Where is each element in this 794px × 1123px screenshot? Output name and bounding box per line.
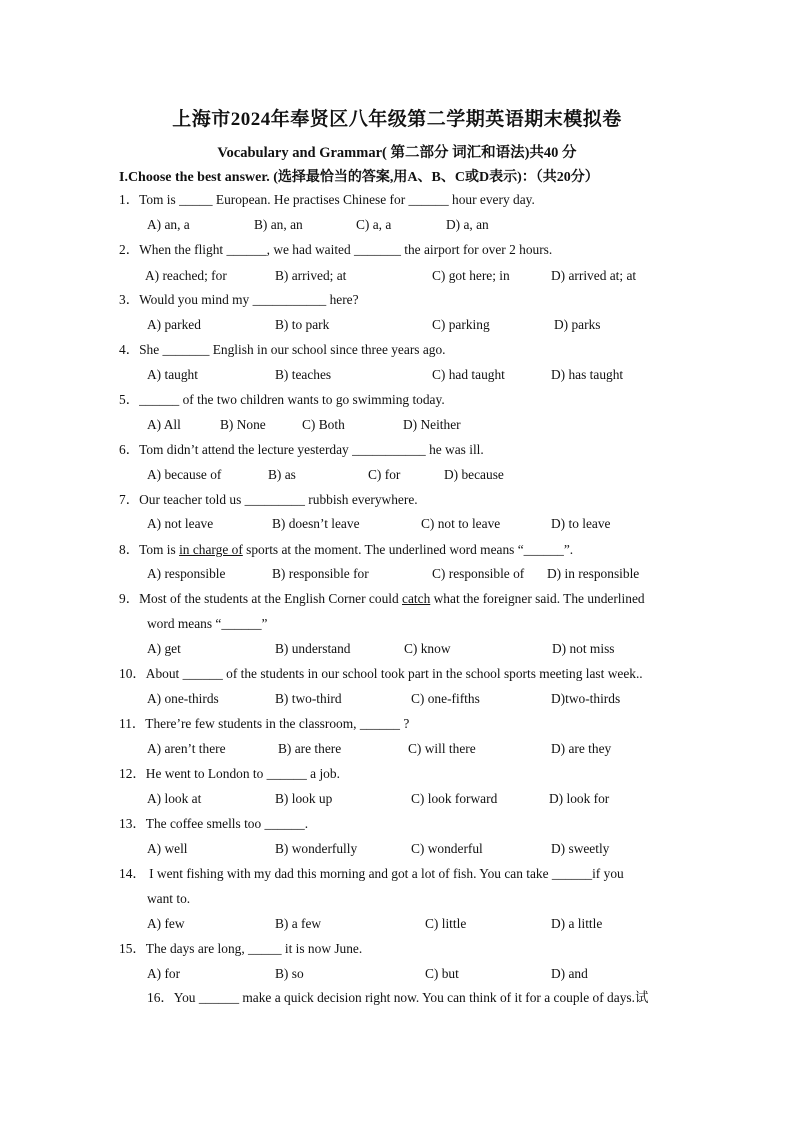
- q5-option-b: B) None: [220, 417, 266, 432]
- q9-option-d: D) not miss: [552, 641, 615, 656]
- q9-option-c: C) know: [404, 641, 451, 656]
- q14-option-c: C) little: [425, 916, 467, 931]
- q8-option-b: B) responsible for: [272, 566, 369, 581]
- q6-option-b: B) as: [268, 467, 296, 482]
- q11-option-d: D) are they: [551, 741, 612, 756]
- question-12: 12．He went to London to ______ a job.: [119, 766, 340, 781]
- q11-option-b: B) are there: [278, 741, 342, 756]
- q4-option-b: B) teaches: [275, 367, 332, 382]
- q4-option-a: A) taught: [147, 367, 198, 382]
- q8-underlined-phrase: in charge of: [179, 542, 243, 557]
- question-8: [119, 541, 573, 559]
- question-4: 4．She _______ English in our school since three years ago.: [119, 342, 446, 357]
- q15-option-a: A) for: [147, 966, 181, 981]
- question-11: 11．There’re few students in the classroom, ______ ?: [119, 716, 410, 731]
- q1-option-b: B) an, an: [254, 217, 303, 232]
- q5-option-d: D) Neither: [403, 417, 461, 432]
- q11-option-a: A) aren’t there: [147, 741, 226, 756]
- q10-option-b: B) two-third: [275, 691, 342, 706]
- q3-option-a: A) parked: [147, 317, 201, 332]
- q8-text-post: sports at the moment. The underlined word means “______”.: [242, 542, 574, 557]
- q10-option-a: A) one-thirds: [147, 691, 219, 706]
- page-title: 上海市2024年奉贤区八年级第二学期英语期末模拟卷: [172, 109, 622, 130]
- q8-option-c: C) responsible of: [432, 566, 525, 581]
- question-1: 1．Tom is _____ European. He practises Chinese for ______ hour every day.: [119, 192, 535, 207]
- q13-option-a: A) well: [147, 841, 188, 856]
- q10-option-d: D)two-thirds: [551, 691, 621, 706]
- q15-option-d: D) and: [551, 966, 588, 981]
- q14-option-a: A) few: [147, 916, 185, 931]
- q7-option-d: D) to leave: [551, 516, 611, 531]
- q13-option-d: D) sweetly: [551, 841, 610, 856]
- q9-option-b: B) understand: [275, 641, 351, 656]
- q12-option-b: B) look up: [275, 791, 333, 806]
- q13-option-c: C) wonderful: [411, 841, 483, 856]
- q3-option-d: D) parks: [554, 317, 601, 332]
- page-subtitle: Vocabulary and Grammar( 第二部分 词汇和语法)共40 分: [217, 145, 577, 161]
- q13-option-b: B) wonderfully: [275, 841, 358, 856]
- question-14-continued: want to.: [147, 891, 191, 906]
- q6-option-a: A) because of: [147, 467, 222, 482]
- question-14: 14． I went fishing with my dad this morning and got a lot of fish. You can take ______if you: [119, 866, 624, 881]
- q7-option-b: B) doesn’t leave: [272, 516, 360, 531]
- q7-option-c: C) not to leave: [421, 516, 501, 531]
- question-7: 7．Our teacher told us _________ rubbish everywhere.: [119, 492, 418, 507]
- q9-text-post: what the foreigner said. The underlined: [430, 591, 645, 606]
- q11-option-c: C) will there: [408, 741, 476, 756]
- question-6: 6．Tom didn’t attend the lecture yesterday ___________ he was ill.: [119, 442, 484, 457]
- q8-option-d: D) in responsible: [547, 566, 640, 581]
- question-3: 3．Would you mind my ___________ here?: [119, 292, 359, 307]
- question-16: 16．You ______ make a quick decision right now. You can think of it for a couple of days.试: [147, 990, 649, 1005]
- q14-option-b: B) a few: [275, 916, 322, 931]
- question-9-continued: word means “______”: [147, 616, 268, 631]
- section-heading: I.Choose the best answer. (选择最恰当的答案,用A、B、C或D表示)：（共20分）: [119, 170, 599, 185]
- question-9: [119, 590, 645, 608]
- q9-option-a: A) get: [147, 641, 181, 656]
- q7-option-a: A) not leave: [147, 516, 214, 531]
- q4-option-c: C) had taught: [432, 367, 505, 382]
- q15-option-b: B) so: [275, 966, 304, 981]
- q2-option-b: B) arrived; at: [275, 268, 347, 283]
- q1-option-a: A) an, a: [147, 217, 190, 232]
- q9-underlined-word: catch: [402, 591, 431, 606]
- question-5: 5．______ of the two children wants to go swimming today.: [119, 392, 445, 407]
- question-15: 15．The days are long, _____ it is now June.: [119, 941, 363, 956]
- q1-option-d: D) a, an: [446, 217, 489, 232]
- q14-option-d: D) a little: [551, 916, 603, 931]
- q12-option-a: A) look at: [147, 791, 202, 806]
- q12-option-c: C) look forward: [411, 791, 498, 806]
- q3-option-b: B) to park: [275, 317, 330, 332]
- q8-text-pre: 8．Tom is: [119, 542, 180, 557]
- q10-option-c: C) one-fifths: [411, 691, 480, 706]
- q8-option-a: A) responsible: [147, 566, 226, 581]
- q5-option-a: A) All: [147, 417, 181, 432]
- q4-option-d: D) has taught: [551, 367, 624, 382]
- q5-option-c: C) Both: [302, 417, 345, 432]
- q9-text-pre: 9．Most of the students at the English Corner could: [119, 591, 403, 606]
- q6-option-d: D) because: [444, 467, 504, 482]
- q1-option-c: C) a, a: [356, 217, 392, 232]
- q3-option-c: C) parking: [432, 317, 490, 332]
- question-13: 13．The coffee smells too ______.: [119, 816, 309, 831]
- question-2: 2．When the flight ______, we had waited _______ the airport for over 2 hours.: [119, 242, 553, 257]
- q12-option-d: D) look for: [549, 791, 610, 806]
- q2-option-d: D) arrived at; at: [551, 268, 637, 283]
- question-10: 10．About ______ of the students in our school took part in the school sports meeting last week..: [119, 666, 643, 681]
- q2-option-c: C) got here; in: [432, 268, 510, 283]
- q6-option-c: C) for: [368, 467, 401, 482]
- q15-option-c: C) but: [425, 966, 459, 981]
- q2-option-a: A) reached; for: [145, 268, 227, 283]
